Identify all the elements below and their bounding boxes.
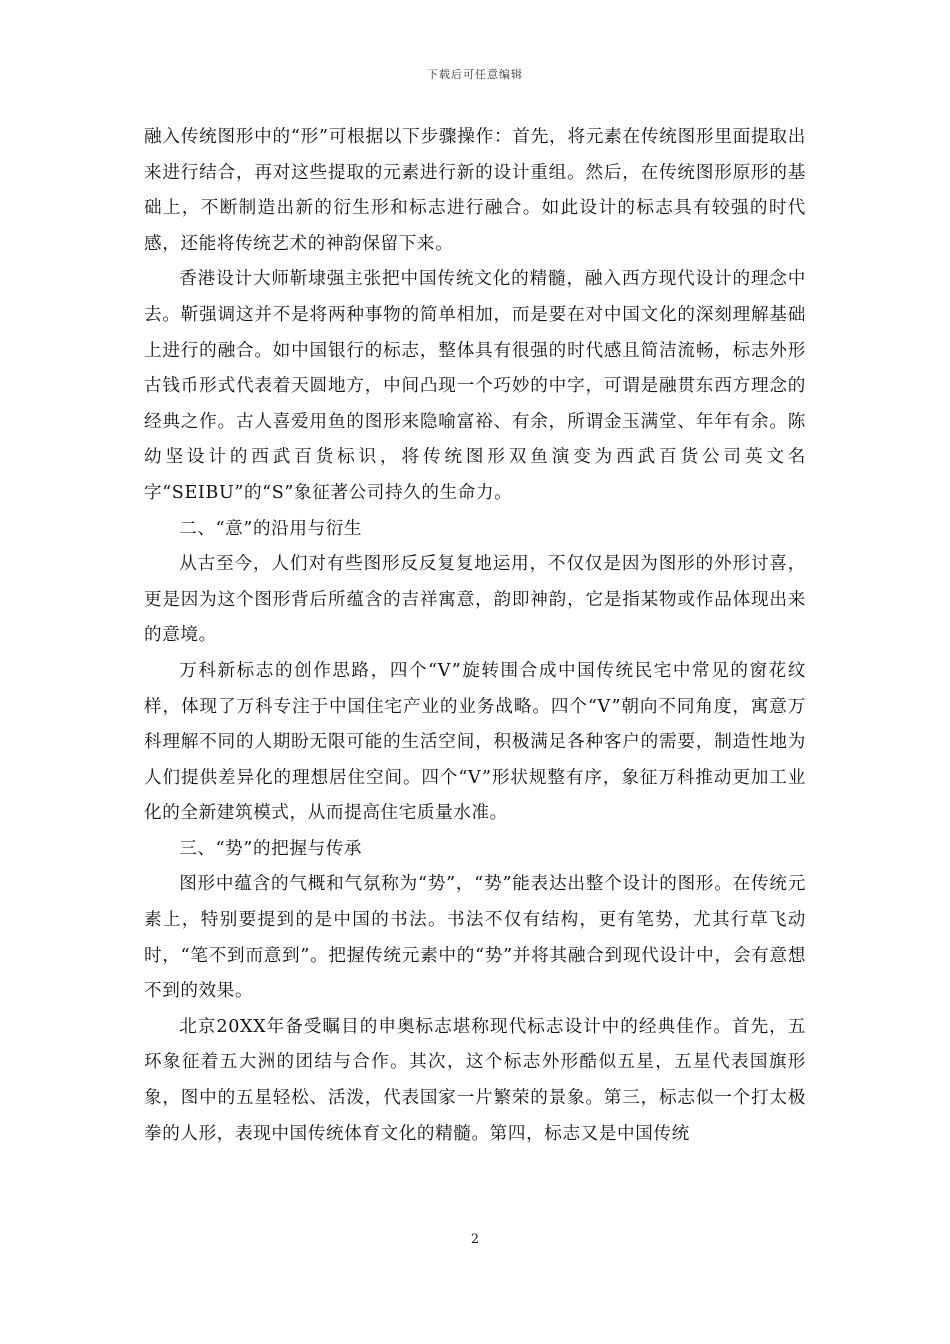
paragraph: 融入传统图形中的“形”可根据以下步骤操作：首先，将元素在传统图形里面提取出来进行结合，再对这些提取的元素进行新的设计重组。然后，在传统图形原形的基础上，不断制造出新的衍生形和标志进行融合。如此设计的标志具有较强的时代感，还能将传统艺术的神韵保留下来。 (144, 127, 806, 254)
paragraph: 北京20XX年备受瞩目的申奥标志堪称现代标志设计中的经典佳作。首先，五环象征着五大洲的团结与合作。其次，这个标志外形酷似五星，五星代表国旗形象，图中的五星轻松、活泼，代表国家一片繁荣的景象。第三，标志似一个打太极拳的人形，表现中国传统体育文化的精髓。第四，标志又是中国传统 (144, 1016, 806, 1144)
document-body (144, 120, 806, 1152)
page-header: 下载后可任意编辑 (427, 68, 523, 81)
paragraph: 香港设计大师靳埭强主张把中国传统文化的精髓，融入西方现代设计的理念中去。靳强调这并不是将两种事物的简单相加，而是要在对中国文化的深刻理解基础上进行的融合。如中国银行的标志，整体具有很强的时代感且简洁流畅，标志外形古钱币形式代表着天圆地方，中间凸现一个巧妙的中字，可谓是融贯东西方理念的经典之作。古人喜爱用鱼的图形来隐喻富裕、有余，所谓金玉满堂、年年有余。陈幼坚设计的西武百货标识，将传统图形双鱼演变为西武百货公司英文名字“SEIBU”的“S”象征著公司持久的生命力。 (144, 269, 806, 503)
paragraph: 从古至今，人们对有些图形反反复复地运用，不仅仅是因为图形的外形讨喜，更是因为这个图形背后所蕴含的吉祥寓意，韵即神韵，它是指某物或作品体现出来的意境。 (144, 554, 806, 646)
section-heading: 三、“势”的把握与传承 (179, 838, 363, 859)
paragraph: 图形中蕴含的气概和气氛称为“势”，“势”能表达出整个设计的图形。在传统元素上，特别要提到的是中国的书法。书法不仅有结构，更有笔势，尤其行草飞动时，“笔不到而意到”。把握传统元素中的“势”并将其融合到现代设计中，会有意想不到的效果。 (144, 874, 806, 1002)
paragraph: 万科新标志的创作思路，四个“V”旋转围合成中国传统民宅中常见的窗花纹样，体现了万科专注于中国住宅产业的业务战略。四个“V”朝向不同角度，寓意万科理解不同的人期盼无限可能的生活空间，积极满足各种客户的需要，制造性地为人们提供差异化的理想居住空间。四个“V”形状规整有序，象征万科推动更加工业化的全新建筑模式，从而提高住宅质量水准。 (144, 660, 806, 824)
section-heading: 二、“意”的沿用与衍生 (179, 518, 363, 539)
page-number: 2 (470, 1232, 480, 1247)
